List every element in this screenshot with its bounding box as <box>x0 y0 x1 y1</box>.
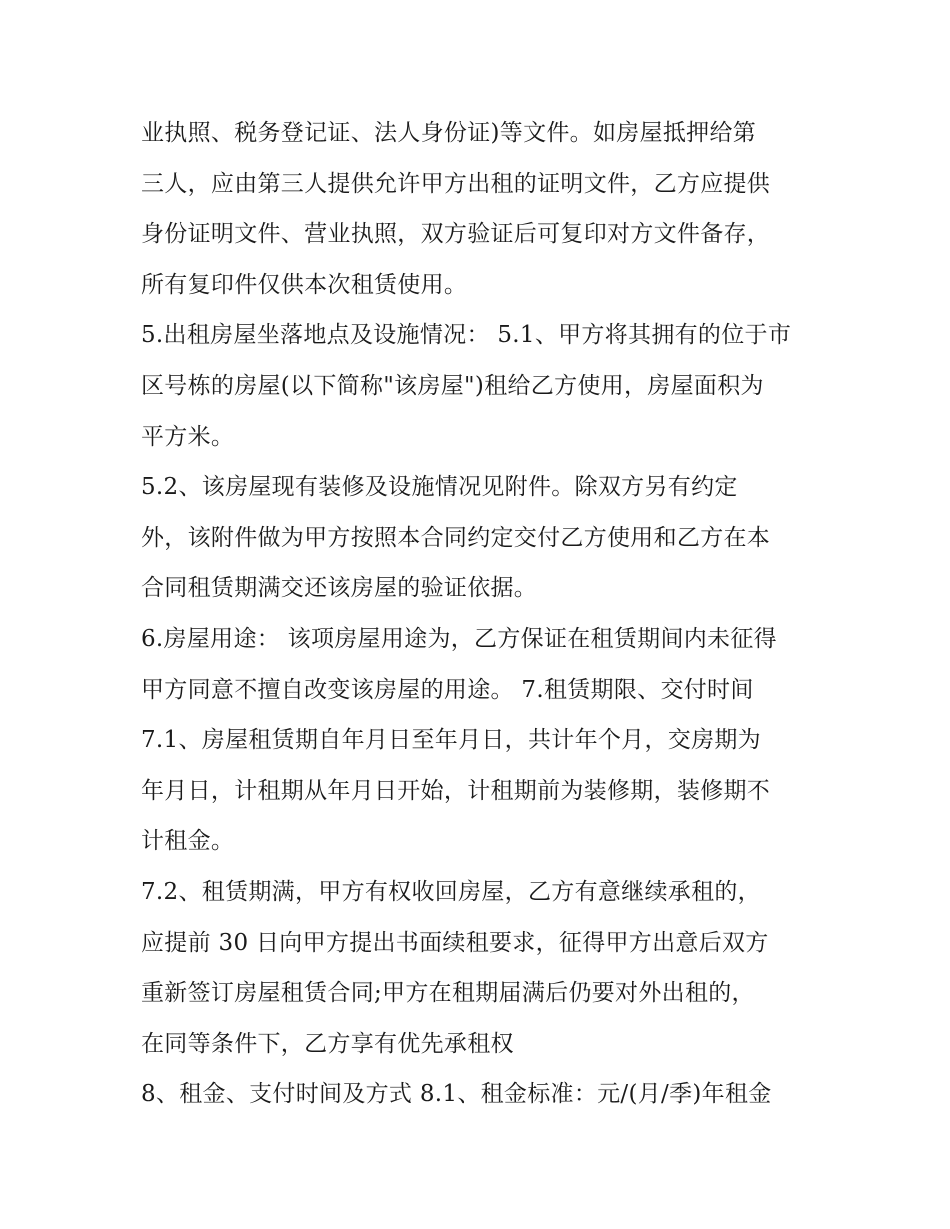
text-line: 7.1、房屋租赁期自年月日至年月日，共计年个月，交房期为 <box>141 727 761 754</box>
text-line: 外，该附件做为甲方按照本合同约定交付乙方使用和乙方在本 <box>141 524 771 551</box>
text-line: 三人，应由第三人提供允许甲方出租的证明文件，乙方应提供 <box>141 170 771 197</box>
text-line: 身份证明文件、营业执照，双方验证后可复印对方文件备存， <box>141 221 771 248</box>
text-line: 平方米。 <box>141 423 235 450</box>
text-line: 8、租金、支付时间及方式 8.1、租金标准：元/(月/季)年租金 <box>141 1081 772 1108</box>
text-line: 应提前 30 日向甲方提出书面续租要求，征得甲方出意后双方 <box>141 929 769 956</box>
text-line: 业执照、税务登记证、法人身份证)等文件。如房屋抵押给第 <box>141 120 757 146</box>
text-line: 5.出租房屋坐落地点及设施情况： 5.1、甲方将其拥有的位于市 <box>141 322 792 349</box>
text-line: 年月日，计租期从年月日开始，计租期前为装修期，装修期不 <box>141 777 771 804</box>
text-line: 区号栋的房屋(以下简称"该房屋")租给乙方使用，房屋面积为 <box>141 372 764 399</box>
text-line: 在同等条件下，乙方享有优先承租权 <box>141 1030 514 1057</box>
text-line: 重新签订房屋租赁合同;甲方在租期届满后仍要对外出租的， <box>141 980 755 1007</box>
text-line: 7.2、租赁期满，甲方有权收回房屋，乙方有意继续承租的， <box>141 878 761 905</box>
text-line: 计租金。 <box>141 828 235 855</box>
text-line: 甲方同意不擅自改变该房屋的用途。 7.租赁期限、交付时间 <box>141 676 754 703</box>
document-body <box>141 108 841 1120</box>
text-line: 合同租赁期满交还该房屋的验证依据。 <box>141 575 538 602</box>
text-line: 5.2、该房屋现有装修及设施情况见附件。除双方另有约定 <box>141 474 738 501</box>
text-line: 所有复印件仅供本次租赁使用。 <box>141 271 468 298</box>
text-line: 6.房屋用途： 该项房屋用途为，乙方保证在租赁期间内未征得 <box>141 625 777 652</box>
